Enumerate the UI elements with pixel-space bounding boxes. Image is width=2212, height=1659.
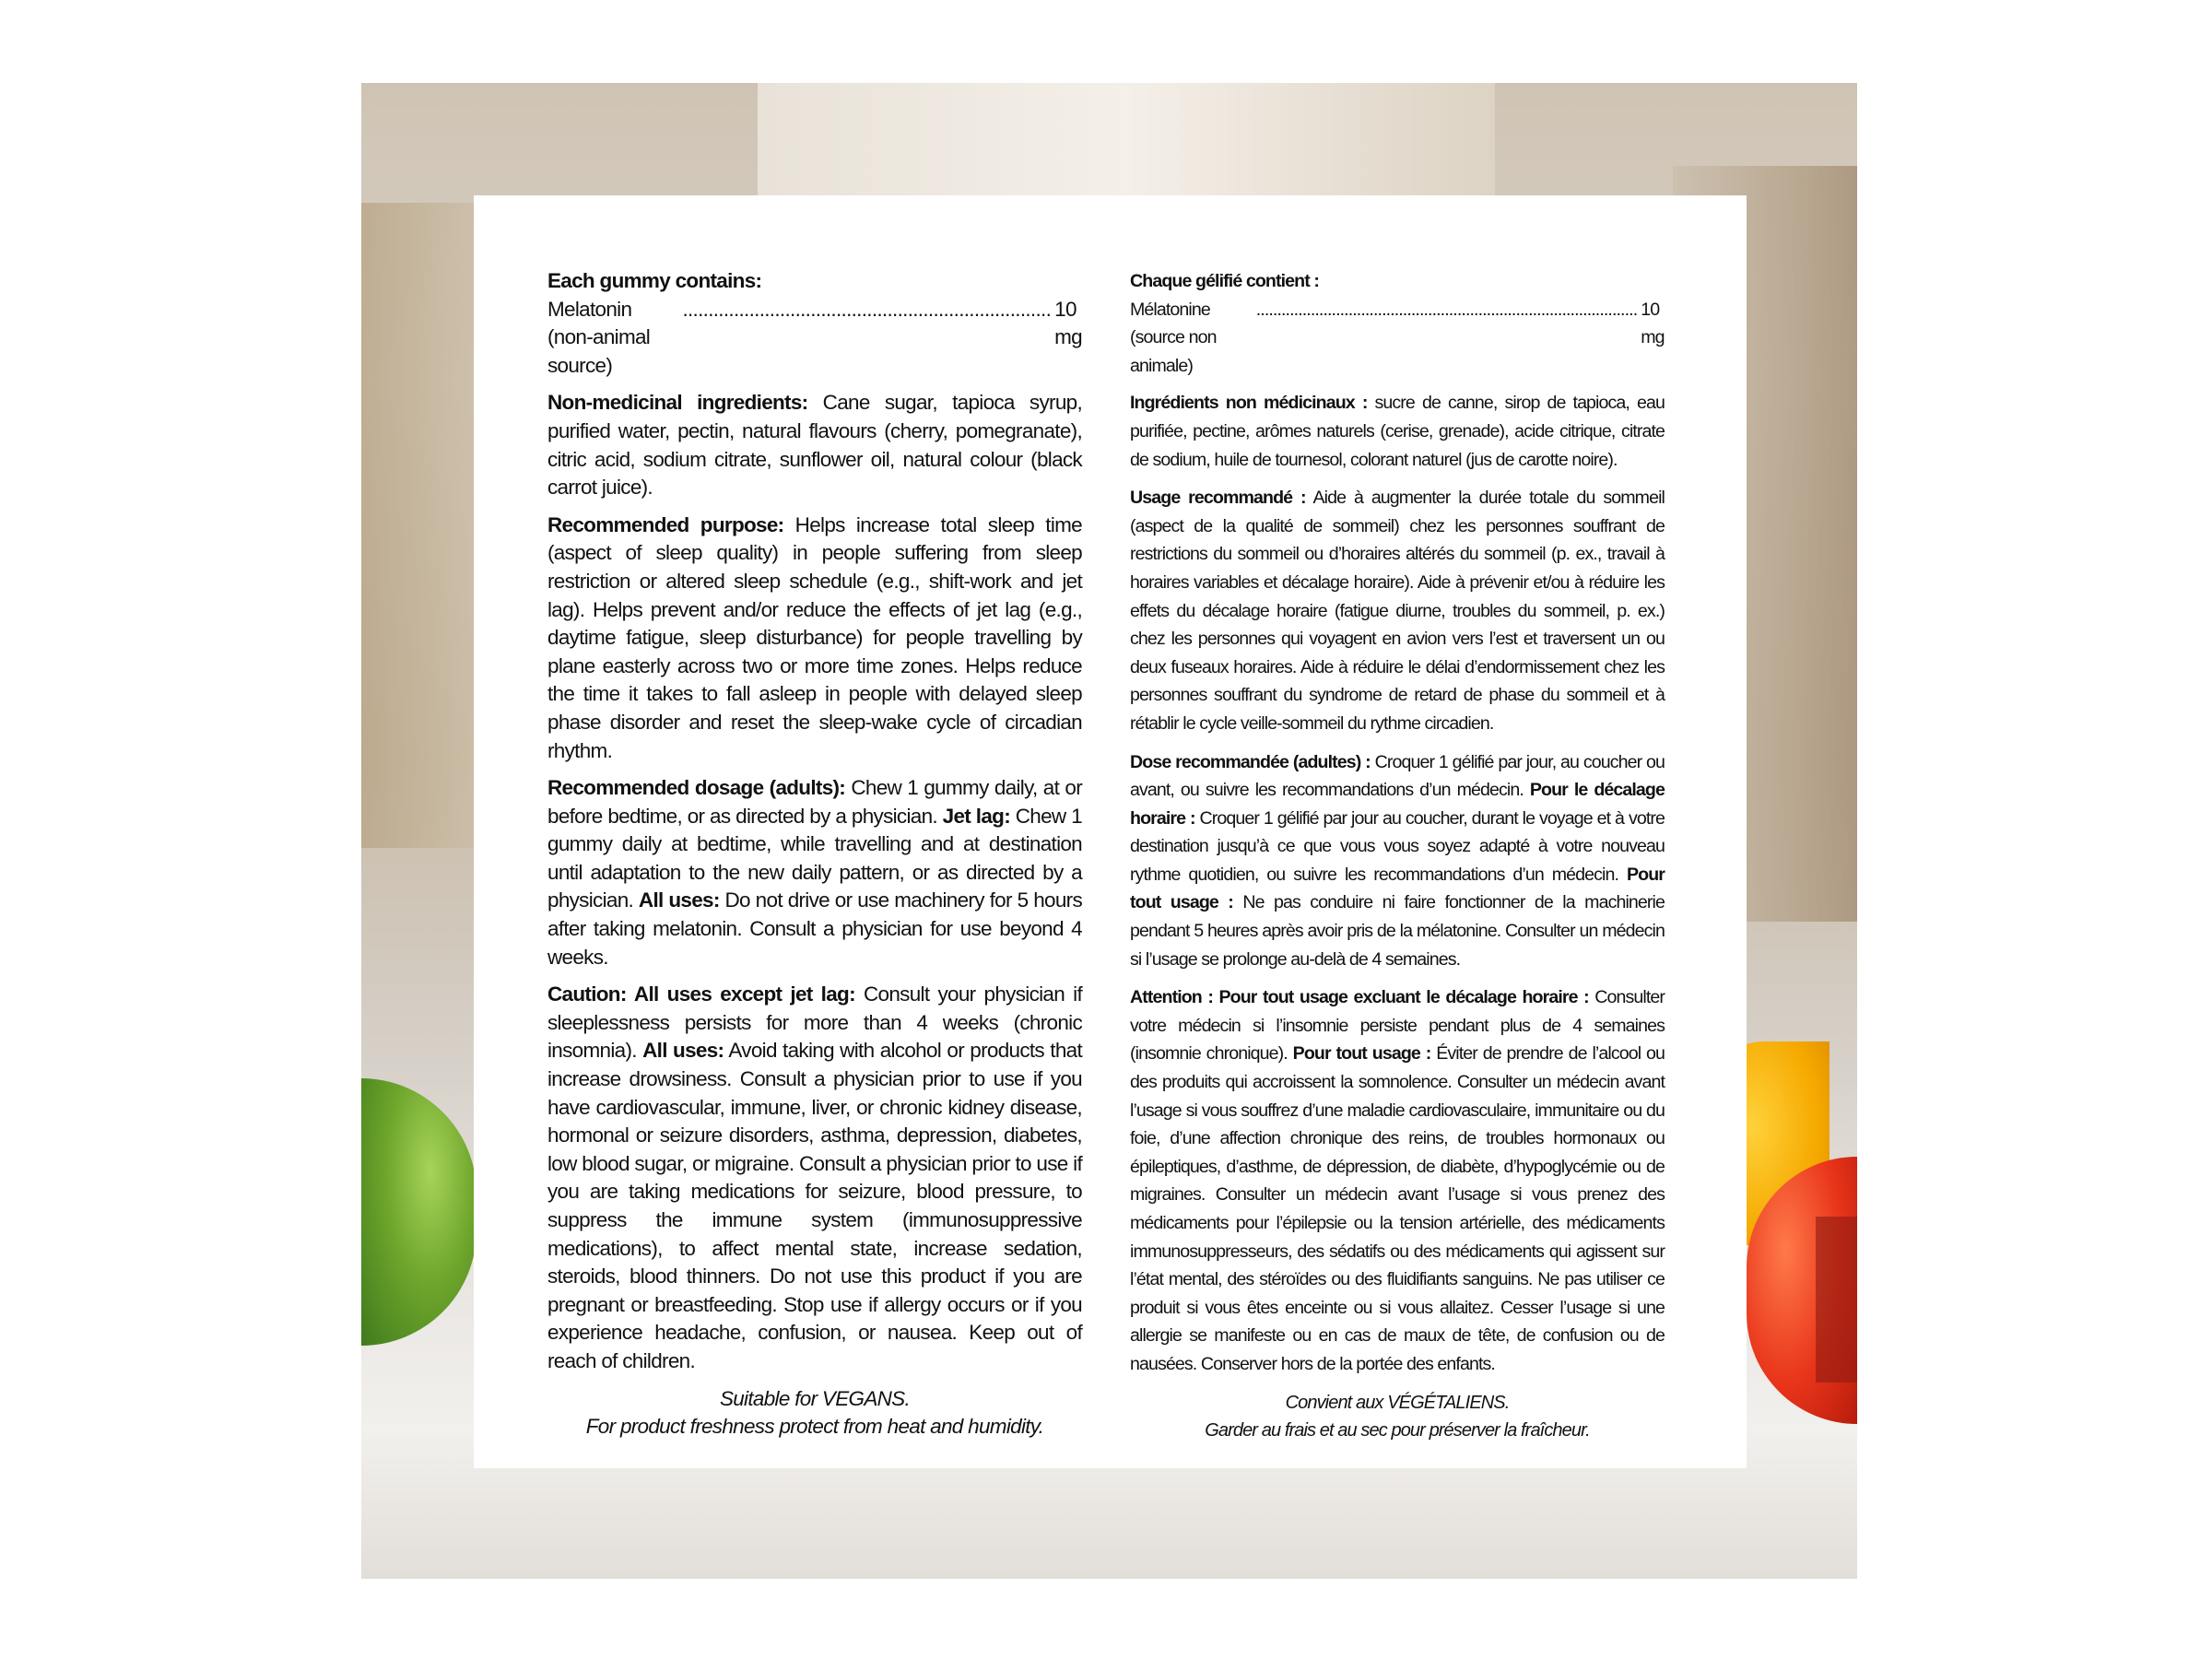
storage-statement: For product freshness protect from heat and humidity. (585, 1415, 1044, 1439)
medicinal-ingredient-name-fr: Mélatonine (source non animale) (1130, 299, 1217, 376)
caution-text: Consult your physician if sleeplessness persists for more than 4 weeks (chronic insomnia). (547, 982, 1082, 1063)
medicinal-ingredient-row-fr (1130, 296, 1665, 381)
medicinal-ingredient-name: Melatonin (non-animal source) (547, 297, 651, 377)
non-medicinal-text: Cane sugar, tapioca syrup, purified water, pectin, natural flavours (cherry, pomegranate), citric acid, sodium citrate, sunflower oil, natural colour (black carrot juice). (547, 391, 1082, 500)
purpose-label: Recommended purpose: (547, 512, 784, 536)
non-medicinal-label-fr: Ingrédients non médicinaux : (1130, 393, 1368, 414)
leader-dots-fr: ........................................................................................... (1255, 299, 1638, 320)
jet-lag-text: Chew 1 gummy daily at bedtime, while travelling and at destination until adaptation to the new daily pattern, or as directed by a physician. (547, 804, 1082, 912)
red-pepper-image (1816, 1217, 1857, 1382)
dosage-label-fr: Dose recommandée (adultes) : (1130, 751, 1371, 772)
non-medicinal-ingredients-fr (1130, 389, 1665, 474)
label-panel (474, 195, 1747, 1468)
recommended-dosage-fr (1130, 748, 1665, 974)
all-uses-label-fr: Pour tout usage : (1130, 864, 1665, 913)
purpose-text: Helps increase total sleep time (aspect of sleep quality) in people suffering from sleep restriction or altered sleep schedule (e.g., shift-work and jet lag). Helps prevent and/or reduce the effects of jet lag (e.g., daytime fatigue, sleep disturbance) for people travelling by plane easterly across two or more time zones. Helps reduce the time it takes to fall asleep in people with delayed sleep phase disorder and reset the sleep-wake cycle of circadian rhythm. (547, 512, 1082, 762)
vegan-statement: Suitable for VEGANS. (719, 1386, 911, 1410)
caution-label: Caution: All uses except jet lag: (547, 982, 855, 1006)
caution-all-uses-label-fr: Pour tout usage : (1292, 1043, 1431, 1065)
all-uses-text: Do not drive or use machinery for 5 hours after taking melatonin. Consult a physician for use beyond 4 weeks. (547, 888, 1082, 969)
jet-lag-text-fr: Croquer 1 gélifié par jour au coucher, durant le voyage et à votre destination jusqu’à ce que vous vous soyez adapté à votre nouveau rythme quotidien, ou suivre les recommandations d’un médecin. (1130, 807, 1665, 885)
non-medicinal-ingredients (547, 389, 1082, 501)
medicinal-ingredient-row (547, 296, 1082, 381)
contains-heading: Each gummy contains: (547, 269, 762, 292)
caution-all-uses-text-fr: Éviter de prendre de l’alcool ou des produits qui accroissent la somnolence. Consulter un médecin avant l’usage si vous souffrez d’une maladie cardiovasculaire, immunitaire ou du foie, d’une affection chronique des reins, de troubles hormonaux ou épileptiques, d’asthme, de dépression, de diabète, d’hypoglycémie ou de migraines. Consulter un médecin avant l’usage si vous prenez des médicaments pour l’épilepsie ou la tension artérielle, des médicaments immunosuppresseurs, des sédatifs ou des médicaments qui agissent sur l’état mental, des stéroïdes ou des fluidifiants sanguins. Ne pas utiliser ce produit si vous êtes enceinte ou si vous allaitez. Cesser l’usage si une allergie se manifeste ou en cas de maux de tête, de confusion ou de nausées. Conserver hors de la portée des enfants. (1130, 1043, 1665, 1374)
non-medicinal-text-fr: sucre de canne, sirop de tapioca, eau purifiée, pectine, arômes naturels (cerise, grenade), acide citrique, citrate de sodium, huile de tournesol, colorant naturel (jus de carotte noire). (1130, 393, 1665, 470)
storage-statement-fr: Garder au frais et au sec pour préserver la fraîcheur. (1205, 1420, 1590, 1441)
recommended-purpose (547, 512, 1082, 765)
dosage-text: Chew 1 gummy daily, at or before bedtime, or as directed by a physician. (547, 776, 1082, 828)
dosage-text-fr: Croquer 1 gélifié par jour, au coucher ou avant, ou suivre les recommandations d’un médecin. (1130, 751, 1665, 801)
contains-heading-fr: Chaque gélifié contient : (1130, 271, 1320, 291)
recommended-dosage (547, 774, 1082, 971)
all-uses-label: All uses: (638, 888, 720, 912)
dosage-label: Recommended dosage (adults): (547, 776, 846, 800)
vegan-statement-fr: Convient aux VÉGÉTALIENS. (1285, 1392, 1510, 1413)
purpose-text-fr: Aide à augmenter la durée totale du sommeil (aspect de la qualité de sommeil) chez les personnes souffrant de restrictions du sommeil ou d’horaires altérés du sommeil (p. ex., travail à horaires variables et décalage horaire). Aide à prévenir et/ou à réduire les effets du décalage horaire (fatigue diurne, troubles du sommeil, p. ex.) chez les personnes qui voyagent en avion vers l’est et traversent un ou deux fuseaux horaires. Aide à réduire le délai d’endormissement chez les personnes souffrant du syndrome de retard de phase du sommeil et à rétablir le cycle veille-sommeil du rythme circadien. (1130, 488, 1665, 734)
purpose-label-fr: Usage recommandé : (1130, 488, 1306, 509)
french-column (1130, 267, 1665, 1445)
leader-dots: ........................................................................ (682, 297, 1052, 321)
medicinal-ingredient-amount: 10 mg (1054, 297, 1082, 349)
caution-all-uses-text: Avoid taking with alcohol or products that increase drowsiness. Consult a physician prior to use if you have cardiovascular, immune, liver, or chronic kidney disease, hormonal or seizure disorders, asthma, depression, diabetes, low blood sugar, or migraine. Consult a physician prior to use if you are taking medications for seizure, blood pressure, to suppress the immune system (immunosuppressive medications), to affect mental state, increase sedation, steroids, blood thinners. Do not use this product if you are pregnant or breastfeeding. Stop use if allergy occurs or if you experience headache, confusion, or nausea. Keep out of reach of children. (547, 1039, 1083, 1372)
caution-label-fr: Attention : Pour tout usage excluant le décalage horaire : (1130, 987, 1589, 1008)
english-column (547, 267, 1082, 1441)
jet-lag-label-fr: Pour le décalage horaire : (1130, 780, 1665, 829)
background-window (758, 83, 1495, 203)
all-uses-text-fr: Ne pas conduire ni faire fonctionner de la machinerie pendant 5 heures après avoir pris de la mélatonine. Consulter un médecin si l’usage se prolonge au-delà de 4 semaines. (1130, 892, 1665, 970)
non-medicinal-label: Non-medicinal ingredients: (547, 391, 808, 415)
caution-all-uses-label: All uses: (642, 1039, 724, 1063)
recommended-purpose-fr (1130, 484, 1665, 737)
jet-lag-label: Jet lag: (942, 804, 1011, 828)
caution-fr (1130, 983, 1665, 1378)
caution (547, 981, 1082, 1375)
medicinal-ingredient-amount-fr: 10 mg (1641, 299, 1665, 348)
caution-text-fr: Consulter votre médecin si l’insomnie persiste pendant plus de 4 semaines (insomnie chronique). (1130, 987, 1665, 1065)
